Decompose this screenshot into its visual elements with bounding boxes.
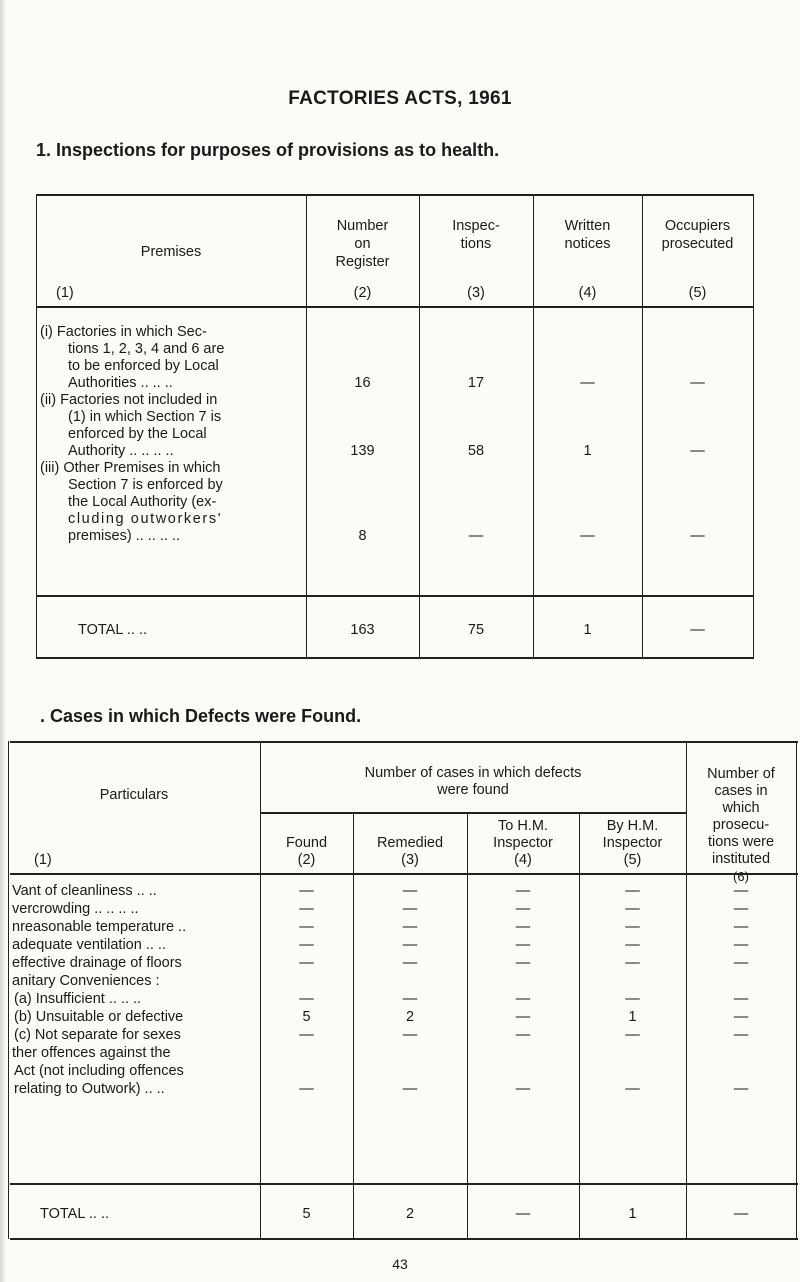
defect-label: nreasonable temperature ..: [12, 919, 187, 935]
header-inspections-l1: Inspec-: [452, 218, 500, 234]
row3-inspections: —: [468, 528, 484, 544]
table2-total-rule: [10, 1183, 798, 1185]
defect-prosecutions: —: [733, 955, 749, 971]
row3-line3: the Local Authority (ex-: [68, 494, 217, 510]
header-notices-num: (4): [578, 285, 597, 301]
header-by-hm-l1: By H.M.: [606, 818, 659, 834]
defect-label: adequate ventilation .. ..: [12, 937, 166, 953]
header-to-hm-l2: Inspector: [493, 835, 553, 851]
header-register-num: (2): [353, 285, 372, 301]
row2-line1: (ii) Factories not included in: [40, 392, 218, 408]
defect-found: —: [299, 1081, 314, 1097]
defect-prosecutions: —: [733, 883, 749, 899]
header-premises: Premises: [140, 244, 202, 260]
table2-total-prosecutions: —: [733, 1206, 749, 1222]
header-pros-l6: instituted: [711, 851, 771, 867]
row1-register: 16: [354, 375, 371, 391]
header-occupiers-l1: Occupiers: [664, 218, 731, 234]
row3-line2: Section 7 is enforced by: [68, 477, 223, 493]
defect-label: anitary Conveniences :: [12, 973, 160, 989]
defect-to-hm: —: [515, 1027, 531, 1043]
row3-line5: premises) .. .. .. ..: [68, 528, 180, 544]
table1-total-register: 163: [350, 622, 375, 638]
page-number: 43: [392, 1256, 408, 1272]
defect-found: —: [299, 919, 314, 935]
defect-remedied: —: [402, 901, 418, 917]
defect-remedied: —: [402, 1081, 418, 1097]
defect-prosecutions: —: [733, 991, 749, 1007]
row3-line4: cluding outworkers': [68, 511, 223, 527]
table1-col-rule: [642, 194, 643, 658]
header-pros-l3: which: [722, 800, 760, 816]
defect-prosecutions: —: [733, 1081, 749, 1097]
defect-prosecutions: —: [733, 1009, 749, 1025]
row2-inspections: 58: [467, 443, 485, 459]
header-to-hm-num: (4): [514, 852, 532, 868]
header-pros-l5: tions were: [707, 834, 775, 850]
defect-prosecutions: —: [733, 919, 749, 935]
row2-occupiers: —: [690, 443, 705, 459]
table1-top-rule: [36, 194, 754, 196]
header-pros-l2: cases in: [714, 783, 768, 799]
defect-by-hm: —: [625, 883, 640, 899]
row3-register: 8: [358, 528, 367, 544]
defect-prosecutions: —: [733, 937, 749, 953]
defect-label: (a) Insufficient .. .. ..: [14, 991, 142, 1007]
defect-remedied: —: [402, 1027, 418, 1043]
table2-total-by-hm: 1: [628, 1206, 637, 1222]
defect-to-hm: —: [515, 955, 531, 971]
table1-left-rule: [36, 194, 37, 658]
row2-line3: enforced by the Local: [68, 426, 207, 442]
row1-occupiers: —: [690, 375, 705, 391]
section1-heading: 1. Inspections for purposes of provisions as to health.: [36, 140, 500, 160]
header-inspections-l2: tions: [460, 236, 492, 252]
header-group-l1: Number of cases in which defects: [364, 765, 582, 781]
defect-to-hm: —: [515, 991, 531, 1007]
table1-header-rule: [36, 306, 754, 308]
row3-occupiers: —: [690, 528, 705, 544]
header-occupiers-l2: prosecuted: [661, 236, 734, 252]
header-pros-num: (6): [733, 869, 749, 884]
header-particulars: Particulars: [99, 787, 169, 803]
defect-to-hm: —: [515, 919, 531, 935]
header-by-hm-num: (5): [623, 852, 642, 868]
header-particulars-num: (1): [34, 852, 52, 868]
header-register-l2: on: [354, 236, 371, 252]
table1-right-rule: [753, 194, 754, 658]
defect-by-hm: —: [625, 1081, 640, 1097]
defect-to-hm: —: [515, 1081, 531, 1097]
scan-edge: [0, 0, 6, 1282]
header-group-l2: were found: [437, 782, 509, 798]
page-title: FACTORIES ACTS, 1961: [288, 88, 512, 109]
header-notices-l2: notices: [564, 236, 611, 252]
row1-line1: (i) Factories in which Sec-: [40, 324, 207, 340]
header-pros-l4: prosecu-: [712, 817, 770, 833]
defect-label: (b) Unsuitable or defective: [14, 1009, 184, 1025]
defect-to-hm: —: [515, 883, 531, 899]
table2-total-found: 5: [302, 1206, 311, 1222]
table1-total-notices: 1: [583, 622, 592, 638]
defect-prosecutions: —: [733, 1027, 749, 1043]
defect-prosecutions: —: [733, 901, 749, 917]
defect-by-hm: 1: [628, 1009, 637, 1025]
header-found-num: (2): [297, 852, 316, 868]
row1-line4: Authorities .. .. ..: [68, 375, 173, 391]
row1-line2: tions 1, 2, 3, 4 and 6 are: [68, 341, 225, 357]
defect-label: (c) Not separate for sexes: [14, 1027, 181, 1043]
table2-total-label: TOTAL .. ..: [40, 1206, 110, 1222]
table2-group-rule: [260, 812, 686, 814]
defect-to-hm: —: [515, 901, 531, 917]
row1-notices: —: [580, 375, 595, 391]
table2-right-rule: [796, 741, 797, 1239]
row1-inspections: 17: [467, 375, 485, 391]
defect-label: Vant of cleanliness .. ..: [12, 883, 157, 899]
defect-remedied: —: [402, 937, 418, 953]
defect-found: —: [299, 991, 314, 1007]
defect-label: vercrowding .. .. .. ..: [12, 901, 139, 917]
defect-remedied: —: [402, 991, 418, 1007]
defect-label: ther offences against the: [12, 1045, 171, 1061]
table1-total-rule: [36, 595, 754, 597]
defect-remedied: 2: [405, 1009, 415, 1025]
defect-label: relating to Outwork) .. ..: [14, 1081, 165, 1097]
table1-col-rule: [533, 194, 534, 658]
header-found: Found: [285, 835, 328, 851]
defect-to-hm: —: [515, 937, 531, 953]
row2-line4: Authority .. .. .. ..: [68, 443, 174, 459]
defect-by-hm: —: [625, 919, 640, 935]
defect-remedied: —: [402, 919, 418, 935]
header-remedied: Remedied: [376, 835, 444, 851]
row2-register: 139: [350, 443, 375, 459]
row2-line2: (1) in which Section 7 is: [68, 409, 222, 425]
defect-found: —: [299, 955, 314, 971]
header-by-hm-l2: Inspector: [602, 835, 663, 851]
table1-total-label: TOTAL .. ..: [78, 622, 148, 638]
header-to-hm-l1: To H.M.: [498, 818, 548, 834]
defect-found: —: [299, 901, 314, 917]
row3-notices: —: [580, 528, 595, 544]
defect-by-hm: —: [625, 937, 640, 953]
defect-remedied: —: [402, 955, 418, 971]
defect-label: effective drainage of floors: [12, 955, 182, 971]
header-notices-l1: Written: [564, 218, 611, 234]
defect-found: —: [299, 937, 314, 953]
header-register-l3: Register: [335, 254, 390, 270]
defect-by-hm: —: [625, 901, 640, 917]
defect-found: 5: [302, 1009, 311, 1025]
table2-bottom-rule: [10, 1238, 798, 1240]
header-inspections-num: (3): [467, 285, 485, 301]
table1-col-rule: [419, 194, 420, 658]
defect-found: —: [299, 883, 314, 899]
defect-label: Act (not including offences: [14, 1063, 184, 1079]
header-register-l1: Number: [336, 218, 389, 234]
header-remedied-num: (3): [401, 852, 419, 868]
defect-by-hm: —: [625, 991, 640, 1007]
row2-notices: 1: [583, 443, 592, 459]
table1-bottom-rule: [36, 657, 754, 659]
defect-by-hm: —: [625, 1027, 640, 1043]
table2-total-remedied: 2: [405, 1206, 415, 1222]
table2-col-rule: [260, 741, 261, 1239]
row3-line1: (iii) Other Premises in which: [40, 460, 221, 476]
table2-total-to-hm: —: [515, 1206, 531, 1222]
defect-found: —: [299, 1027, 314, 1043]
table1-total-inspections: 75: [467, 622, 485, 638]
header-pros-l1: Number of: [707, 766, 775, 782]
defect-remedied: —: [402, 883, 418, 899]
row1-line3: to be enforced by Local: [68, 358, 219, 374]
header-occupiers-num: (5): [688, 285, 707, 301]
table2-header-rule: [10, 873, 798, 875]
table1-total-occupiers: —: [690, 622, 705, 638]
defect-to-hm: —: [515, 1009, 531, 1025]
table2-top-rule: [10, 741, 798, 743]
section2-heading: . Cases in which Defects were Found.: [40, 706, 362, 726]
header-premises-num: (1): [56, 285, 74, 301]
table2-left-rule: [8, 741, 9, 1239]
defect-by-hm: —: [625, 955, 640, 971]
